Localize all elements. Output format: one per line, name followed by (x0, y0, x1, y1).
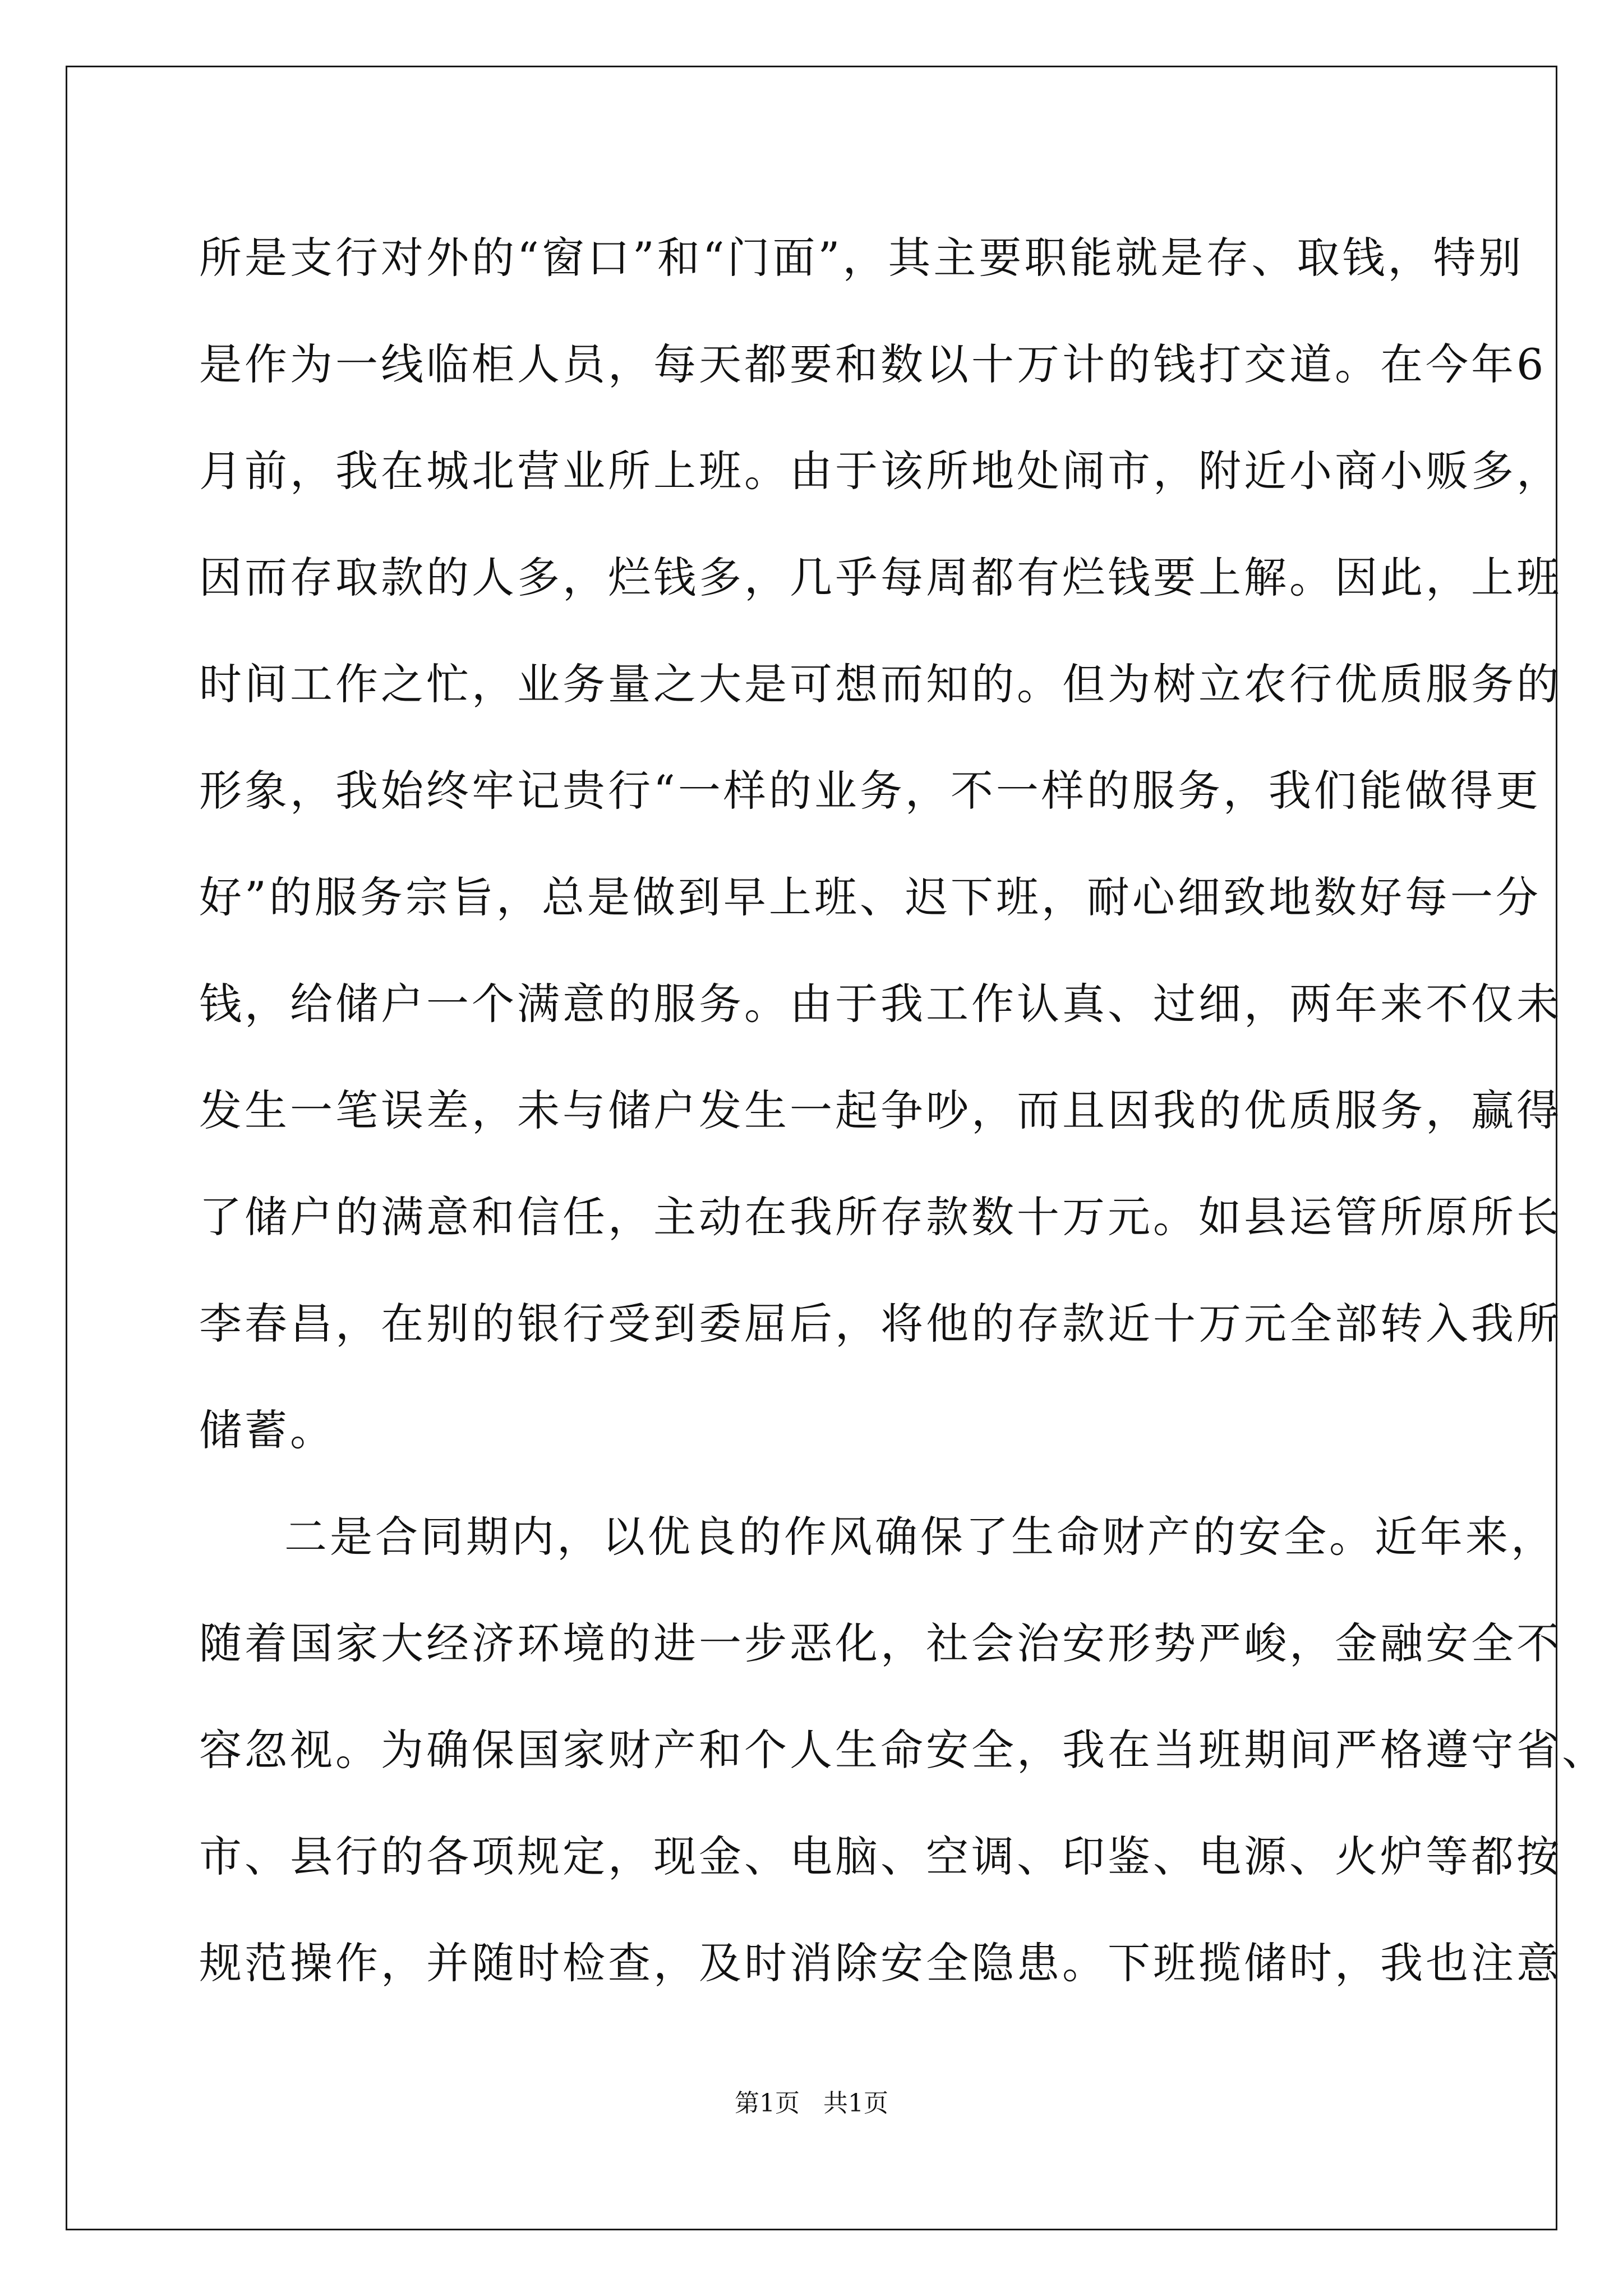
page-footer: 第1页 共1页 (735, 2089, 888, 2118)
text-line: 月前，我在城北营业所上班。由于该所地处闹市，附近小商小贩多， (199, 446, 1562, 496)
text-line: 好”的服务宗旨，总是做到早上班、迟下班，耐心细致地数好每一分 (199, 872, 1541, 922)
text-line: 规范操作，并随时检查，及时消除安全隐患。下班揽储时，我也注意 (199, 1938, 1562, 1988)
text-line: 容忽视。为确保国家财产和个人生命安全，我在当班期间严格遵守省、 (199, 1725, 1607, 1775)
text-line: 形象，我始终牢记贵行“一样的业务，不一样的服务，我们能做得更 (199, 766, 1541, 816)
text-line: 李春昌，在别的银行受到委屈后，将他的存款近十万元全部转入我所 (199, 1299, 1562, 1349)
text-line: 时间工作之忙，业务量之大是可想而知的。但为树立农行优质服务的 (199, 659, 1562, 709)
paragraph-first-line: 二是合同期内，以优良的作风确保了生命财产的安全。近年来， (284, 1512, 1556, 1562)
text-line: 了储户的满意和信任，主动在我所存款数十万元。如县运管所原所长 (199, 1192, 1562, 1242)
text-line: 钱，给储户一个满意的服务。由于我工作认真、过细，两年来不仅未 (199, 979, 1562, 1029)
text-line: 因而存取款的人多，烂钱多，几乎每周都有烂钱要上解。因此，上班 (199, 553, 1562, 602)
text-line: 是作为一线临柜人员，每天都要和数以十万计的钱打交道。在今年6 (199, 339, 1547, 389)
text-line: 发生一笔误差，未与储户发生一起争吵，而且因我的优质服务，赢得 (199, 1085, 1562, 1135)
text-line: 市、县行的各项规定，现金、电脑、空调、印鉴、电源、火炉等都按 (199, 1832, 1562, 1881)
text-line-last: 储蓄。 (199, 1405, 335, 1455)
document-body (199, 205, 1607, 2017)
text-line: 所是支行对外的“窗口”和“门面”，其主要职能就是存、取钱，特别 (199, 233, 1524, 283)
text-line: 随着国家大经济环境的进一步恶化，社会治安形势严峻，金融安全不 (199, 1618, 1562, 1668)
